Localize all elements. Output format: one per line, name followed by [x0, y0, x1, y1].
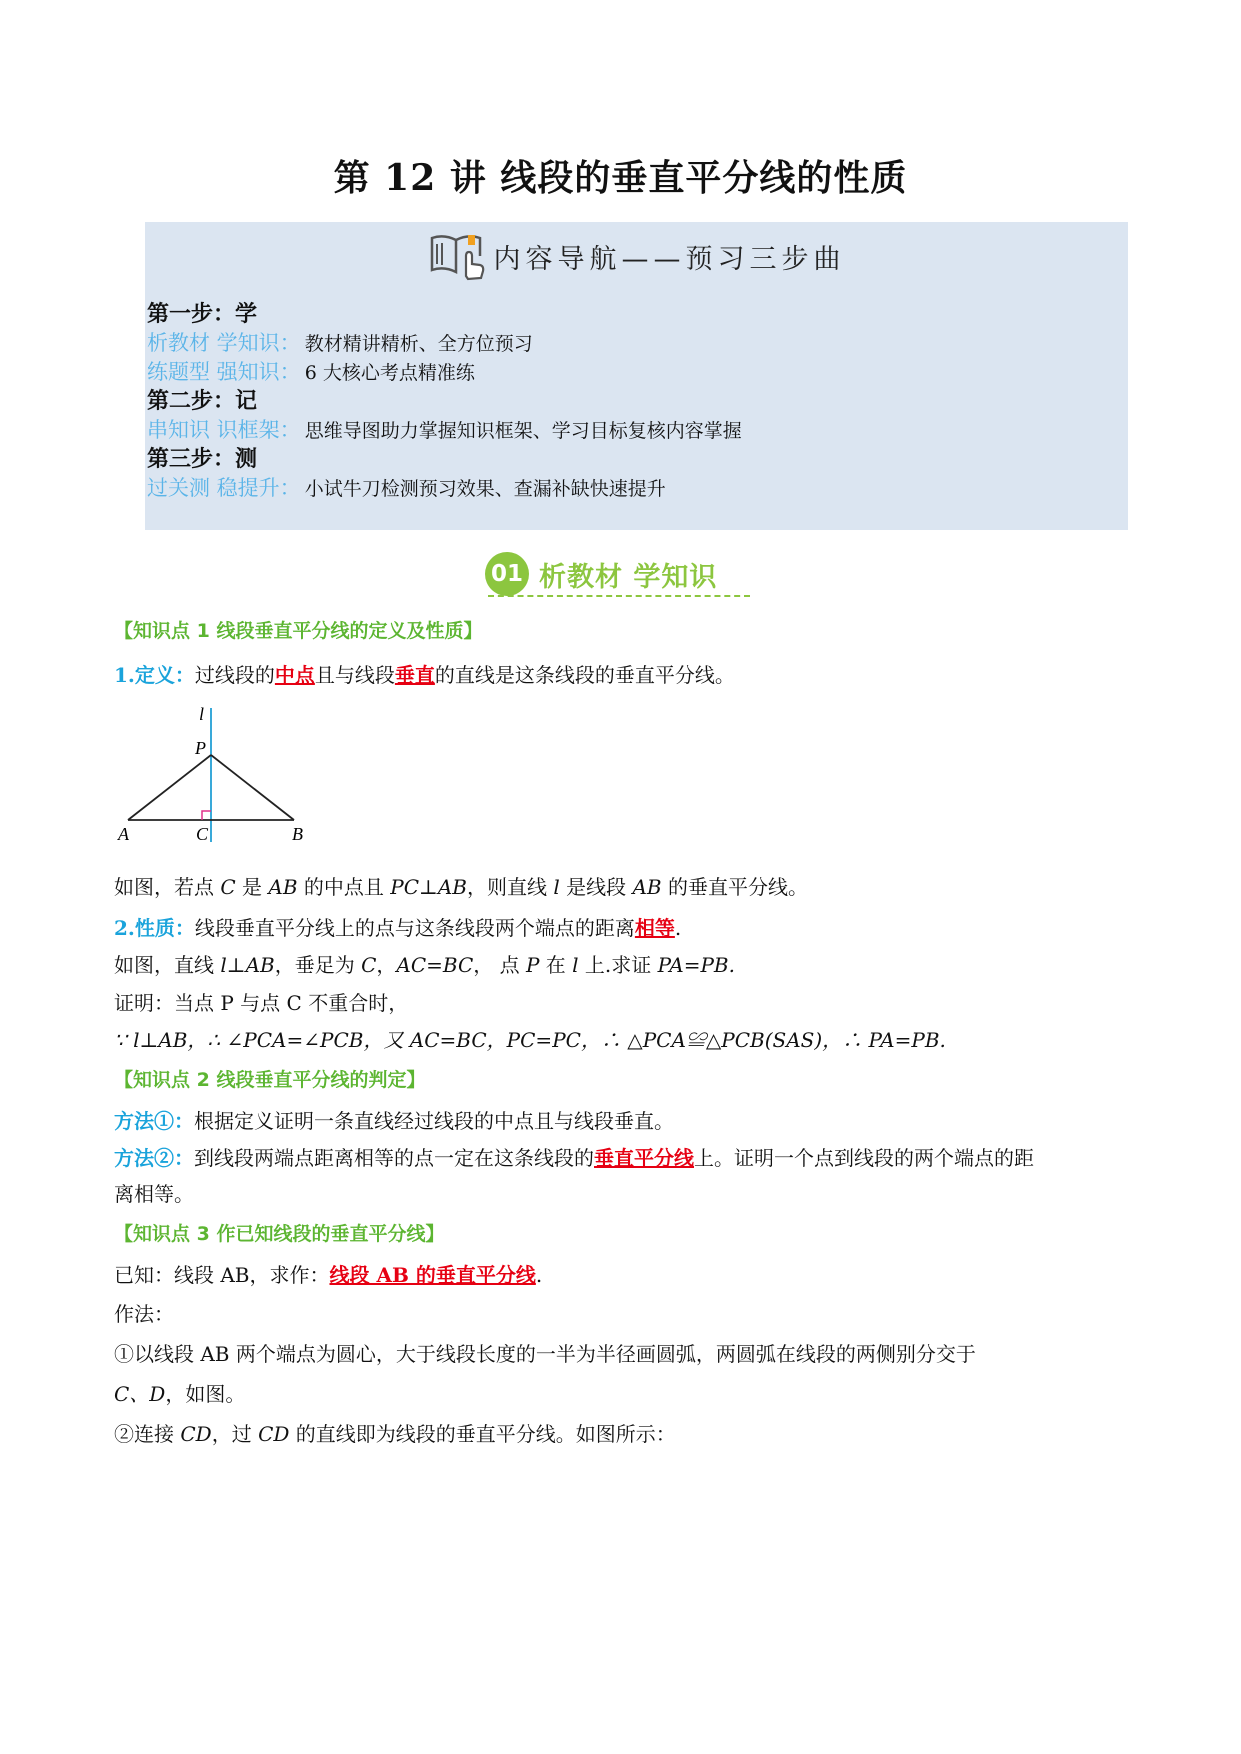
keyword-perpendicular: 垂直 [394, 663, 435, 687]
text: 的中点且 [297, 875, 391, 899]
keyword-perpendicular-bisector: 垂直平分线 [594, 1146, 694, 1170]
label-p: P [195, 738, 206, 758]
text: ，垂足为 [274, 953, 362, 977]
text: 根据定义证明一条直线经过线段的中点且与线段垂直。 [194, 1109, 674, 1133]
math: AC=BC [396, 953, 474, 977]
kp2-heading: 【知识点 2 线段垂直平分线的判定】 [114, 1069, 426, 1091]
text: 的直线是这条线段的垂直平分线。 [434, 663, 735, 687]
content-navigation-box [145, 222, 1128, 530]
math: C [361, 953, 377, 977]
nav-value: 思维导图助力掌握知识框架、学习目标复核内容掌握 [304, 420, 742, 442]
text: 上.求证 [578, 953, 658, 977]
text: ，过 [211, 1422, 259, 1446]
method-label: 方法①： [114, 1109, 194, 1133]
kp1-figure-description [114, 871, 808, 900]
book-pointer-icon [428, 226, 488, 286]
nav-row-framework [147, 416, 742, 445]
keyword-midpoint: 中点 [274, 663, 315, 687]
right-angle-mark [202, 811, 211, 820]
kp3-given [114, 1259, 542, 1288]
text: . [674, 916, 682, 940]
nav-row-test [147, 474, 742, 503]
text: 如图，直线 [114, 953, 221, 977]
text: 是线段 [559, 875, 633, 899]
kp3-step-1-cont [114, 1378, 245, 1407]
math: AB [632, 875, 662, 899]
nav-step-1: 第一步：学 [147, 301, 258, 327]
text: 到线段两端点距离相等的点一定在这条线段的 [194, 1146, 594, 1170]
text: 的垂直平分线。 [661, 875, 808, 899]
kp2-method-2 [114, 1142, 1034, 1171]
nav-value: 6 大核心考点精准练 [304, 362, 475, 384]
kp2-method-2-cont: 离相等。 [114, 1182, 194, 1206]
kp1-definition [114, 659, 735, 688]
prop-label: 2.性质： [114, 916, 195, 940]
keyword-construct-target: 线段 AB 的垂直平分线 [329, 1263, 536, 1287]
nav-key: 串知识 识框架： [147, 418, 301, 442]
section-dashed-rule [488, 595, 750, 597]
section-number-badge: 01 [485, 552, 529, 596]
kp1-example [114, 949, 735, 978]
page-title: 第 12 讲 线段的垂直平分线的性质 [333, 157, 908, 199]
math: AB [268, 875, 298, 899]
math: PA=PB. [657, 953, 735, 977]
text: 且与线段 [314, 663, 395, 687]
nav-row-practice [147, 358, 742, 387]
text: 在 [539, 953, 573, 977]
section-title: 析教材 学知识 [539, 561, 718, 593]
nav-header [145, 222, 1128, 292]
math: l [572, 953, 579, 977]
text: . [535, 1263, 543, 1287]
kp3-step-1: ①以线段 AB 两个端点为圆心，大于线段长度的一半为半径画圆弧，两圆弧在线段的两侧别分交于 [114, 1342, 976, 1366]
kp1-property [114, 912, 681, 941]
math: P [525, 953, 540, 977]
text: ，如图。 [165, 1382, 246, 1406]
label-b: B [292, 824, 303, 844]
label-a: A [118, 824, 129, 844]
kp1-proof: ∵ l⊥AB，∴ ∠PCA=∠PCB，又 AC=BC，PC=PC，∴ △PCA≌△PCB(SAS)，∴ PA=PB. [114, 1028, 946, 1052]
nav-key: 练题型 强知识： [147, 360, 301, 384]
math: C、D [114, 1382, 166, 1406]
method-label: 方法②： [114, 1146, 194, 1170]
kp3-step-2 [114, 1418, 676, 1447]
label-l: l [199, 704, 205, 724]
nav-header-text: 内容导航——预习三步曲 [493, 243, 846, 275]
text: ， 点 [473, 953, 526, 977]
kp2-method-1 [114, 1105, 674, 1134]
text: 线段垂直平分线上的点与这条线段两个端点的距离 [194, 916, 635, 940]
text: 是 [235, 875, 269, 899]
text: 已知：线段 AB，求作： [114, 1263, 330, 1287]
nav-value: 小试牛刀检测预习效果、查漏补缺快速提升 [304, 478, 666, 500]
nav-rows [147, 300, 742, 503]
math: PC⊥AB [390, 875, 467, 899]
text: 过线段的 [194, 663, 275, 687]
text: 上。证明一个点到线段的两个端点的距 [694, 1146, 1034, 1170]
kp3-method-label: 作法： [114, 1302, 174, 1326]
segment-pa [128, 755, 211, 820]
text: ，则直线 [466, 875, 554, 899]
nav-row-study [147, 329, 742, 358]
text: 如图，若点 [114, 875, 221, 899]
math: l⊥AB [220, 953, 275, 977]
text: 的直线即为线段的垂直平分线。如图所示： [289, 1422, 676, 1446]
kp1-proof-intro: 证明：当点 P 与点 C 不重合时， [114, 991, 409, 1015]
kp1-heading: 【知识点 1 线段垂直平分线的定义及性质】 [114, 620, 483, 642]
kp3-heading: 【知识点 3 作已知线段的垂直平分线】 [114, 1223, 445, 1245]
nav-value: 教材精讲精析、全方位预习 [304, 333, 533, 355]
text: ②连接 [114, 1422, 181, 1446]
nav-key: 析教材 学知识： [147, 331, 301, 355]
keyword-equal: 相等 [634, 916, 675, 940]
nav-step-2: 第二步：记 [147, 388, 258, 414]
nav-step-3: 第三步：测 [147, 446, 258, 472]
text: ， [376, 953, 397, 977]
math: CD [180, 1422, 212, 1446]
math: C [220, 875, 236, 899]
segment-pb [211, 755, 294, 820]
math: CD [258, 1422, 290, 1446]
nav-key: 过关测 稳提升： [147, 476, 301, 500]
math: l [553, 875, 560, 899]
section-banner [485, 548, 717, 600]
perpendicular-bisector-figure [114, 704, 314, 844]
def-label: 1.定义： [114, 663, 195, 687]
label-c: C [196, 824, 209, 844]
